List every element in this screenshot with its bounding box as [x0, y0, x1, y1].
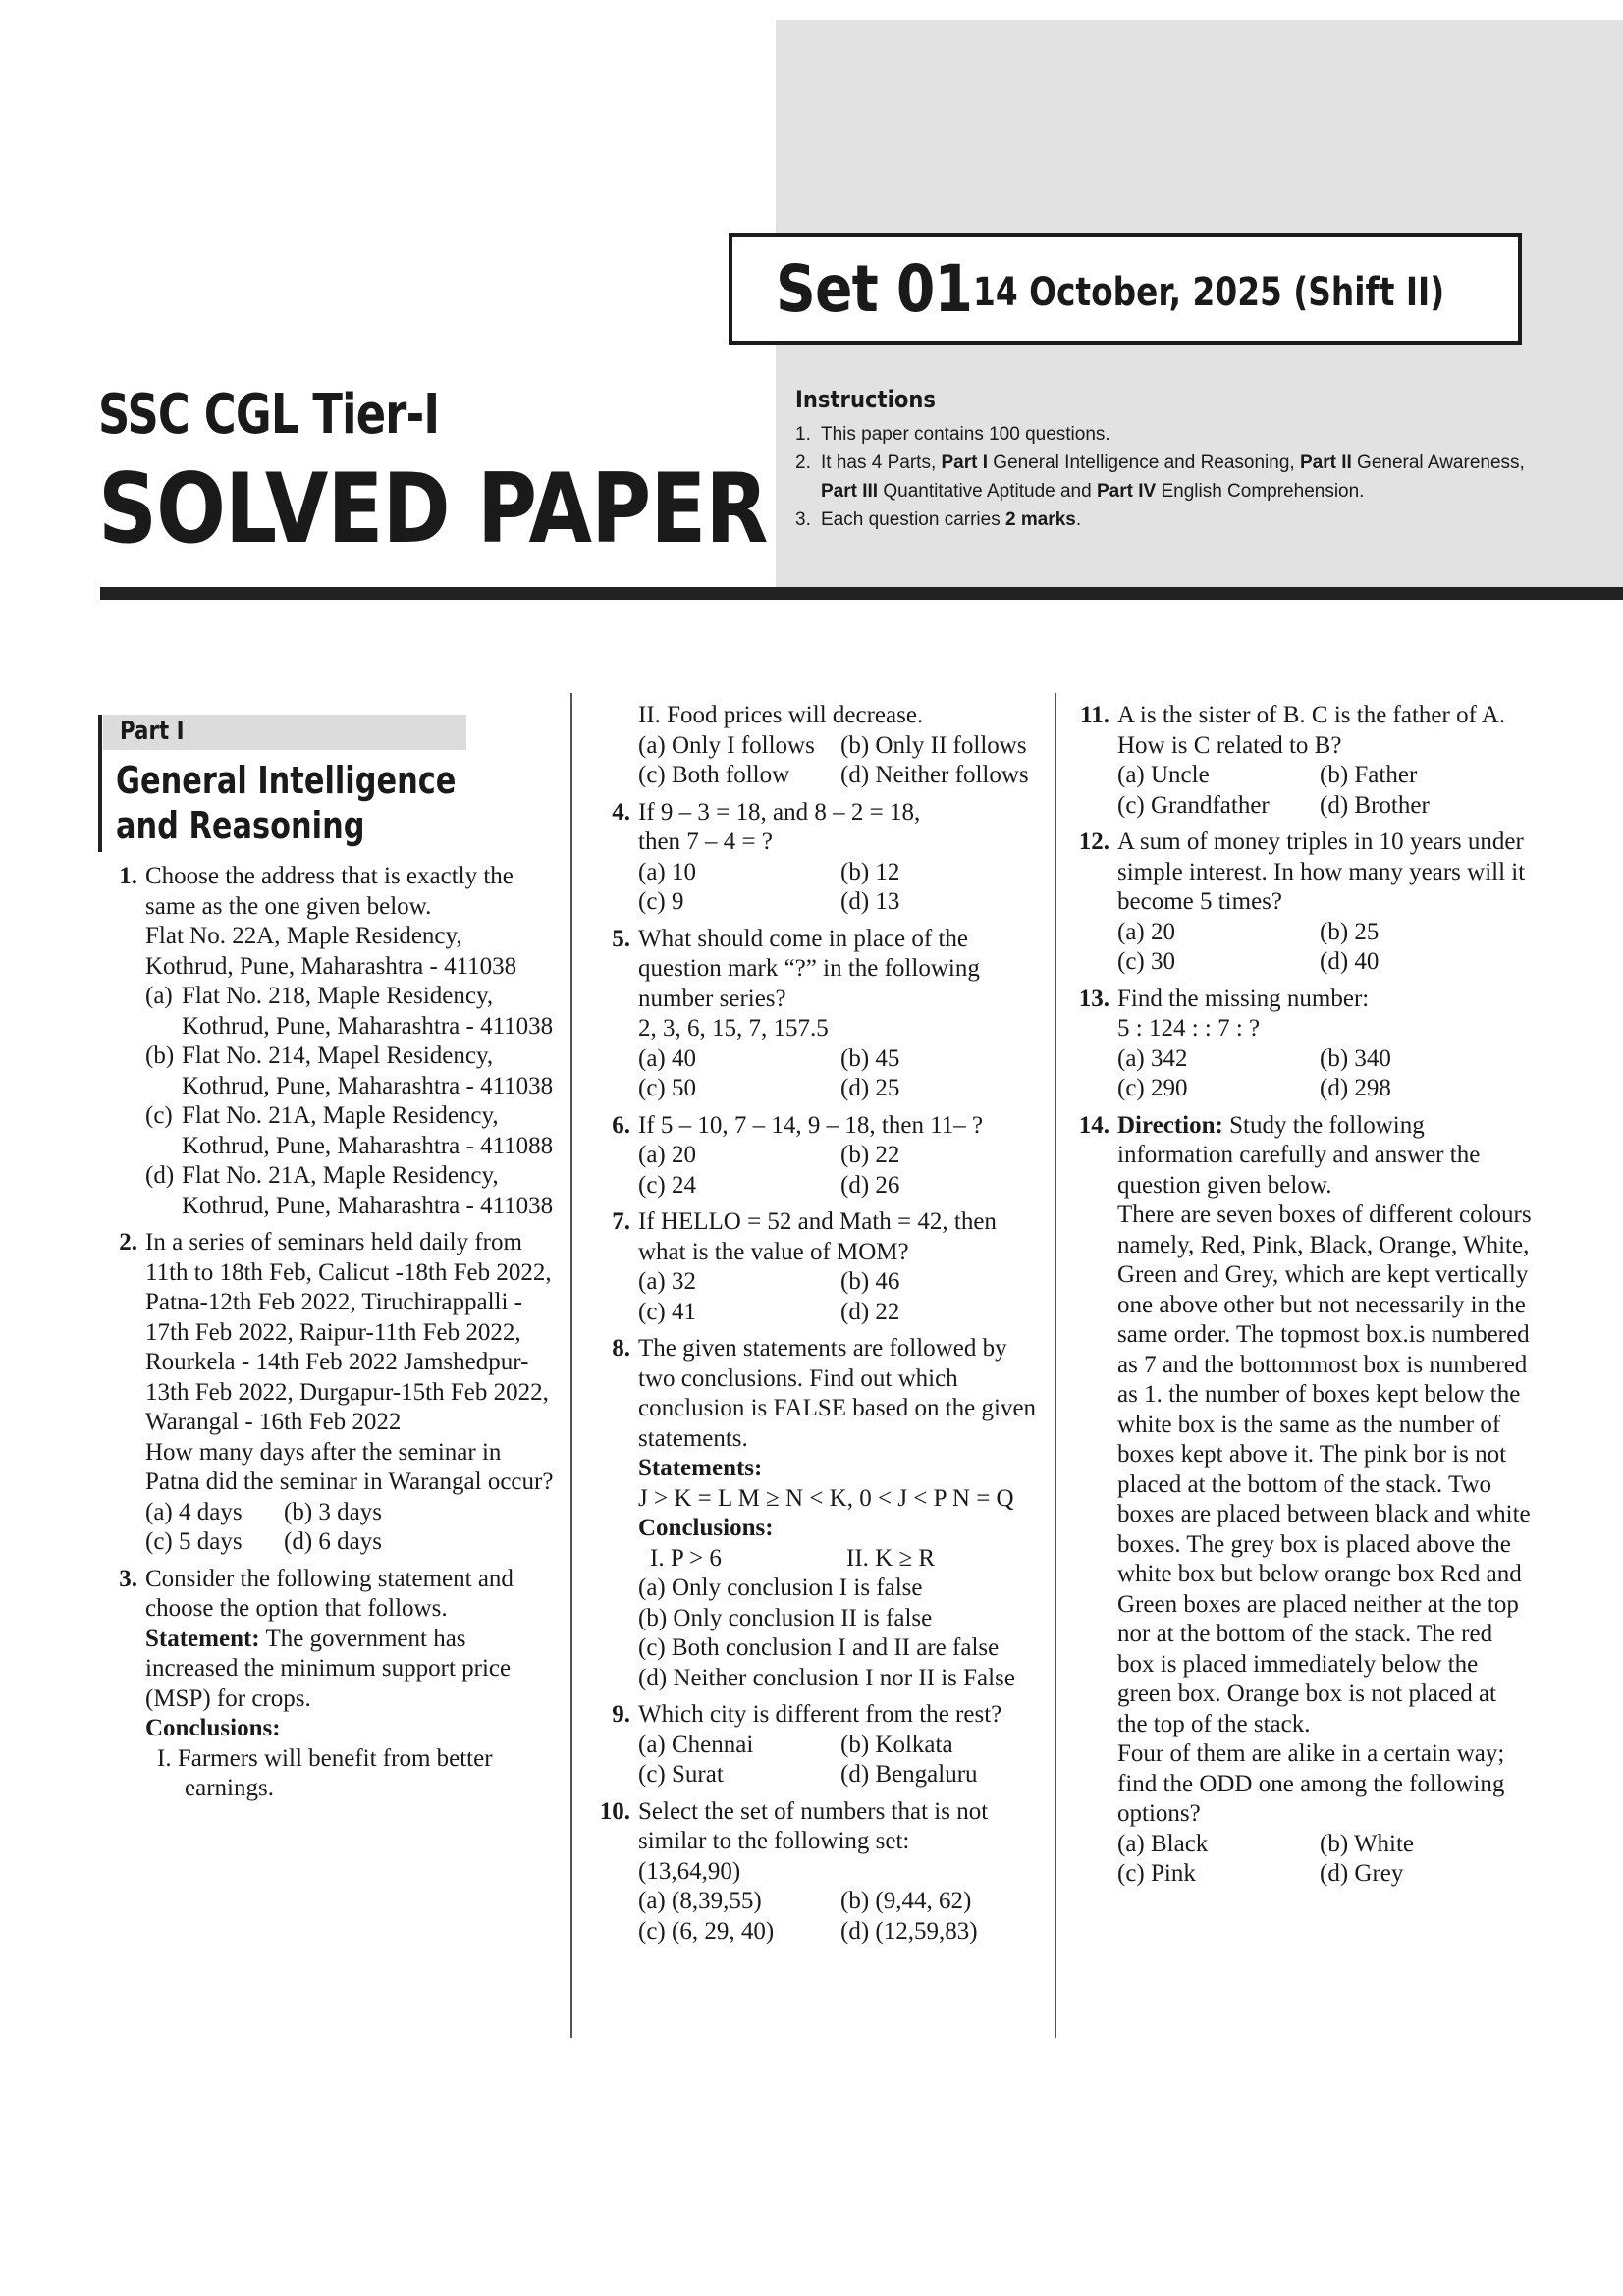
conclusion-1: I. P > 6	[650, 1544, 722, 1572]
question-12	[1070, 828, 1532, 978]
option-grid	[1117, 1044, 1532, 1104]
option-grid	[1117, 1830, 1532, 1890]
answer-option: (d) Neither follows	[840, 762, 1029, 788]
paper-title: SOLVED PAPER	[98, 454, 768, 565]
instruction-number: 3.	[795, 509, 811, 530]
answer-option: (a) Only conclusion I is false	[638, 1575, 923, 1601]
answer-option: (c) Grandfather	[1117, 791, 1270, 819]
question-number: 13.	[1078, 985, 1109, 1012]
answer-option: (c) Pink	[1117, 1860, 1196, 1887]
option-letter: (a)	[145, 983, 173, 1009]
instructions-title: Instructions	[795, 386, 936, 413]
question-13	[1070, 985, 1532, 1104]
answer-option: (c) 30	[1117, 948, 1175, 975]
question-number: 11.	[1080, 702, 1109, 728]
question-7	[591, 1207, 1047, 1327]
instruction-text: This paper contains 100 questions.	[821, 424, 1110, 445]
question-number: 5.	[612, 925, 630, 952]
answer-option: (d) (12,59,83)	[840, 1917, 978, 1945]
instruction-text: Each question carries 2 marks.	[821, 509, 1082, 530]
question-stem: A sum of money triples in 10 years under simple interest. In how many years will it become 5 times?	[1117, 828, 1526, 915]
answer-option: (d) 40	[1320, 948, 1380, 975]
ratio-expression: 5 : 124 : : 7 : ?	[1117, 1015, 1261, 1041]
instruction-item	[795, 506, 1551, 534]
question-6	[591, 1111, 1047, 1201]
answer-option: (d) 26	[840, 1171, 900, 1199]
question-number: 12.	[1078, 828, 1109, 855]
header-rule	[100, 587, 1623, 600]
part-title: General Intelligence and Reasoning	[116, 759, 457, 847]
answer-option: (a) 20	[1117, 918, 1175, 945]
answer-option: (d) Neither conclusion I nor II is False	[638, 1664, 1015, 1691]
question-number: 8.	[612, 1335, 630, 1362]
instructions	[795, 386, 1551, 534]
answer-option	[145, 1041, 555, 1101]
answer-option	[145, 982, 555, 1041]
passage: There are seven boxes of different colours namely, Red, Pink, Black, Orange, White, Green and Grey, which are kept vertically one above other but not necessarily in the same order. The topmost box.is numbered as 7 and the bottommost box is numbered as 1. the number of boxes kept below the white box is the same as the number of boxes kept above it. The pink bor is not placed at the bottom of the stack. Two boxes are placed between black and white boxes. The grey box is placed above the white box but below orange box Red and Green boxes are placed neither at the top nor at the bottom of the stack. The red box is placed immediately below the green box. Orange box is not placed at the top of the stack.	[1117, 1201, 1532, 1737]
answer-option: (c) Surat	[638, 1761, 724, 1788]
answer-option: (b) Father	[1320, 762, 1418, 788]
question-stem: The given statements are followed by two conclusions. Find out which conclusion is FALSE based on the given statements.	[638, 1335, 1037, 1452]
question-stem: Find the missing number:	[1117, 985, 1370, 1012]
conclusion-text: I. Farmers will benefit from better earnings.	[157, 1744, 493, 1801]
question-stem: Consider the following statement and choose the option that follows.	[145, 1565, 514, 1622]
answer-option: (b) (9,44, 62)	[840, 1888, 972, 1914]
instruction-item	[795, 420, 1551, 449]
question-stem: then 7 – 4 = ?	[638, 828, 773, 855]
answer-option: (c) Both follow	[638, 762, 790, 788]
answer-option	[145, 1161, 555, 1221]
answer-option: (a) Chennai	[638, 1731, 754, 1758]
answer-option: (d) Bengaluru	[840, 1761, 978, 1788]
conclusion-2: II. Food prices will decrease.	[638, 702, 924, 728]
answer-option: (b) 45	[840, 1044, 900, 1072]
option-text: Flat No. 21A, Maple Residency, Kothrud, Pune, Maharashtra - 411038	[182, 1162, 554, 1219]
answer-option: (d) 22	[840, 1298, 900, 1325]
option-grid	[638, 1731, 1047, 1790]
answer-option: (c) 24	[638, 1171, 696, 1199]
answer-option: (a) 4 days	[145, 1498, 243, 1525]
option-text: Flat No. 218, Maple Residency, Kothrud, Pune, Maharashtra - 411038	[182, 983, 554, 1040]
option-letter: (c)	[145, 1102, 173, 1129]
question-stem: What should come in place of the question mark “?” in the following number series?	[638, 925, 980, 1012]
answer-option: (a) 40	[638, 1044, 696, 1072]
set-box	[729, 233, 1522, 345]
answer-option: (b) Only II follows	[840, 731, 1027, 759]
question-number: 3.	[119, 1565, 137, 1592]
option-letter: (d)	[145, 1162, 175, 1189]
answer-option: (a) 10	[638, 858, 696, 885]
answer-option: (b) 3 days	[284, 1498, 382, 1525]
answer-option: (d) Brother	[1320, 791, 1430, 819]
question-number: 10.	[599, 1797, 630, 1825]
given-address: Flat No. 22A, Maple Residency, Kothrud, Pune, Maharashtra - 411038	[145, 923, 517, 980]
column-divider	[1055, 693, 1056, 2038]
question-stem: Which city is different from the rest?	[638, 1701, 1002, 1728]
answer-option: (c) 5 days	[145, 1528, 243, 1555]
answer-option: (d) 25	[840, 1075, 900, 1101]
question-9	[591, 1700, 1047, 1790]
answer-option: (b) Only conclusion II is false	[638, 1604, 933, 1631]
answer-option: (b) Kolkata	[840, 1731, 953, 1758]
answer-option: (a) 342	[1117, 1044, 1188, 1072]
answer-option: (c) 41	[638, 1298, 696, 1325]
answer-option: (b) 25	[1320, 918, 1380, 945]
instruction-number: 1.	[795, 424, 811, 445]
question-3	[98, 1565, 555, 1804]
question-stem: A is the sister of B. C is the father of A. How is C related to B?	[1117, 702, 1506, 759]
option-text: Flat No. 214, Mapel Residency, Kothrud, Pune, Maharashtra - 411038	[182, 1042, 554, 1099]
question-number: 14.	[1078, 1111, 1109, 1139]
column-divider	[570, 693, 572, 2038]
statement-label: Statement:	[145, 1625, 260, 1652]
statement	[145, 1625, 555, 1715]
answer-option: (a) Black	[1117, 1830, 1209, 1857]
answer-option: (a) (8,39,55)	[638, 1888, 762, 1914]
conclusions	[638, 1544, 1047, 1575]
exam-name: SSC CGL Tier-I	[98, 383, 440, 447]
option-grid	[638, 1887, 1047, 1947]
option-grid	[638, 1044, 1047, 1104]
question-number: 4.	[612, 798, 630, 826]
part-heading-bar	[98, 715, 102, 852]
column-2	[591, 701, 1047, 1953]
answer-option: (a) 20	[638, 1142, 696, 1168]
option-grid	[1117, 761, 1532, 821]
statement-text: The government has increased the minimum support price (MSP) for crops.	[145, 1625, 512, 1712]
option-grid	[145, 1498, 555, 1558]
option-grid	[638, 858, 1047, 918]
statements-label: Statements:	[638, 1455, 763, 1481]
option-list	[638, 1574, 1047, 1693]
question-2	[98, 1228, 555, 1558]
question-11	[1070, 701, 1532, 821]
answer-option: (b) White	[1320, 1830, 1415, 1857]
question-number: 9.	[612, 1701, 630, 1728]
answer-option: (b) 46	[840, 1268, 900, 1295]
direction	[1117, 1111, 1532, 1201]
question-8	[591, 1334, 1047, 1693]
option-grid	[638, 1267, 1047, 1327]
answer-option	[145, 1101, 555, 1161]
answer-option: (c) (6, 29, 40)	[638, 1917, 775, 1945]
answer-option: (a) Only I follows	[638, 731, 815, 759]
instructions-list	[795, 420, 1551, 534]
answer-option: (a) Uncle	[1117, 762, 1210, 788]
instruction-item	[795, 449, 1551, 506]
question-stem: If HELLO = 52 and Math = 42, then what is the value of MOM?	[638, 1208, 997, 1265]
question-stem: If 5 – 10, 7 – 14, 9 – 18, then 11– ?	[638, 1111, 984, 1139]
question-text: How many days after the seminar in Patna did the seminar in Warangal occur?	[145, 1438, 554, 1495]
question-14	[1070, 1111, 1532, 1890]
question-stem: Choose the address that is exactly the same as the one given below.	[145, 863, 514, 920]
option-list	[145, 982, 555, 1221]
question-number: 1.	[119, 863, 137, 889]
question-4	[591, 798, 1047, 918]
answer-option: (d) Grey	[1320, 1860, 1404, 1887]
answer-option: (b) 340	[1320, 1044, 1391, 1072]
answer-option: (a) 32	[638, 1268, 696, 1295]
option-grid	[638, 731, 1047, 791]
part-heading	[98, 701, 555, 858]
option-text: Flat No. 21A, Maple Residency, Kothrud, Pune, Maharashtra - 411088	[182, 1102, 554, 1159]
conclusion-2: II. K ≥ R	[846, 1544, 936, 1572]
question-text: Four of them are alike in a certain way; find the ODD one among the following options?	[1117, 1740, 1505, 1827]
option-grid	[1117, 918, 1532, 978]
option-letter: (b)	[145, 1042, 175, 1069]
question-number: 6.	[612, 1111, 630, 1139]
question-1	[98, 862, 555, 1221]
set-label: Set 01	[776, 250, 973, 327]
question-stem: In a series of seminars held daily from 11th to 18th Feb, Calicut -18th Feb 2022, Patna-12th Feb 2022, Tiruchirappalli - 17th Feb 2022, Raipur-11th Feb 2022, Rourkela - 14th Feb 2022 Jamshedpur-13th Feb 2022, Durgapur-15th Feb 2022, Warangal - 16th Feb 2022	[145, 1229, 552, 1435]
answer-option: (c) 50	[638, 1075, 696, 1101]
answer-option: (c) 290	[1117, 1075, 1188, 1101]
column-1	[98, 701, 555, 1811]
conclusions-label: Conclusions:	[638, 1515, 774, 1541]
option-grid	[638, 1141, 1047, 1201]
conclusions-label: Conclusions:	[145, 1715, 281, 1741]
question-10	[591, 1797, 1047, 1948]
answer-option: (d) 6 days	[284, 1528, 382, 1555]
answer-option: (b) 12	[840, 858, 900, 885]
answer-option: (d) 298	[1320, 1075, 1391, 1101]
question-3-continued	[591, 701, 1047, 791]
answer-option: (b) 22	[840, 1142, 900, 1168]
instruction-text: It has 4 Parts, Part I General Intelligence and Reasoning, Part II General Awareness, Part III Quantitative Aptitude and Part IV English Comprehension.	[821, 453, 1525, 502]
direction-label: Direction:	[1117, 1111, 1223, 1139]
question-stem: Select the set of numbers that is not similar to the following set:	[638, 1797, 989, 1854]
answer-option: (c) Both conclusion I and II are false	[638, 1634, 1000, 1661]
answer-option: (d) 13	[840, 888, 900, 915]
question-5	[591, 925, 1047, 1104]
instruction-number: 2.	[795, 453, 811, 473]
conclusion-1	[145, 1744, 555, 1804]
question-stem: If 9 – 3 = 18, and 8 – 2 = 18,	[638, 798, 921, 826]
number-series: 2, 3, 6, 15, 7, 157.5	[638, 1015, 829, 1041]
question-number: 7.	[612, 1208, 630, 1235]
given-set: (13,64,90)	[638, 1857, 741, 1885]
question-number: 2.	[119, 1229, 137, 1255]
set-date: 14 October, 2025 (Shift II)	[973, 270, 1445, 315]
answer-option: (c) 9	[638, 888, 684, 915]
column-3	[1070, 701, 1532, 1896]
part-label: Part I	[120, 717, 185, 746]
statements-text: J > K = L M ≥ N < K, 0 < J < P N = Q	[638, 1484, 1014, 1512]
direction-text: Study the following information carefully and answer the question given below.	[1117, 1111, 1481, 1199]
